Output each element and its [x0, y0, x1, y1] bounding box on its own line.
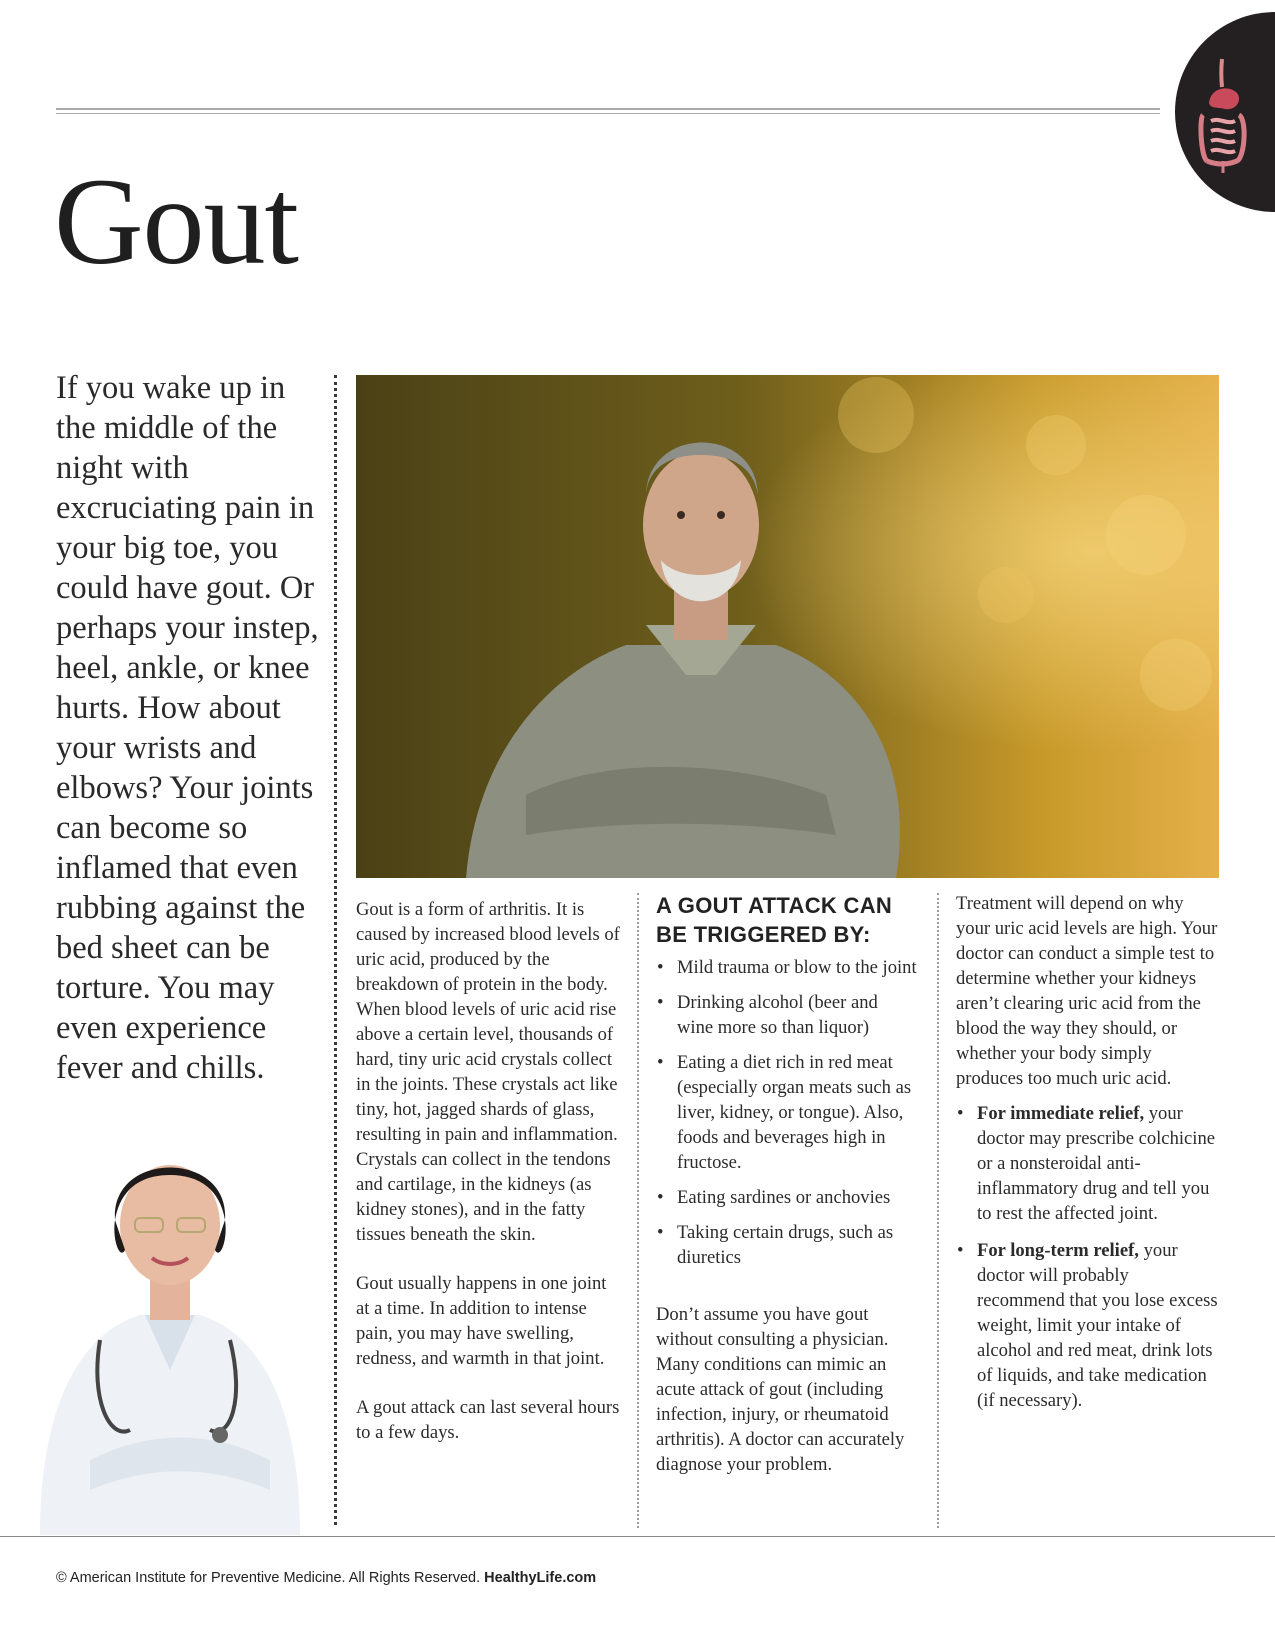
treatment-intro: Treatment will depend on why your uric acid levels are high. Your doctor can conduct a simple test to determine whether your kidneys aren’t clearing uric acid from the blood the way they should, or whether your body simply produces too much uric acid. [956, 893, 1218, 1089]
item-label: For long-term relief, [977, 1240, 1139, 1261]
item-label: For immediate relief, [977, 1103, 1145, 1124]
list-item: • Eating sardines or anchovies [656, 1185, 918, 1210]
treatment-list [956, 1101, 1218, 1413]
column-divider [937, 893, 939, 1528]
overview-paragraph: A gout attack can last several hours to a few days. [356, 1397, 620, 1443]
list-item: • Taking certain drugs, such as diuretics [656, 1220, 918, 1270]
hero-photo [356, 375, 1219, 878]
footer-rule [0, 1536, 1275, 1537]
intro-text: If you wake up in the middle of the night with excruciating pain in your big toe, you could have gout. Or perhaps your instep, heel, ankle, or knee hurts. How about your wrists and elbows? Your joints can become so inflamed that even rubbing against the bed sheet can be torture. You may even experience fever and chills. [56, 370, 319, 1086]
copyright-text: © American Institute for Preventive Medicine. All Rights Reserved. [56, 1570, 485, 1586]
list-item [956, 1238, 1218, 1413]
column-triggers [656, 891, 918, 1501]
list-item: • Drinking alcohol (beer and wine more so than liquor) [656, 990, 918, 1040]
item-text: your doctor may prescribe colchicine or a nonsteroidal anti-inflammatory drug and tell you to rest the affected joint. [977, 1103, 1215, 1224]
header-rule [56, 108, 1160, 114]
list-item: • Mild trauma or blow to the joint [656, 955, 918, 980]
item-text: your doctor will probably recommend that you lose excess weight, limit your intake of alcohol and red meat, drink lots of liquids, and take medication (if necessary). [977, 1240, 1218, 1411]
overview-paragraph: Gout is a form of arthritis. It is caused by increased blood levels of uric acid, produced by the breakdown of protein in the body. When blood levels of uric acid rise above a certain level, thousands of hard, tiny uric acid crystals collect in the joints. These crystals act like tiny, hot, jagged shards of glass, resulting in pain and inflammation. Crystals can collect in the tendons and cartilage, in the kidneys (as kidney stones), and in the fatty tissues beneath the skin. [356, 899, 620, 1245]
triggers-closing: Don’t assume you have gout without consulting a physician. Many conditions can mimic an acute attack of gout (including infection, injury, or rheumatoid arthritis). A doctor can accurately diagnose your problem. [656, 1304, 905, 1475]
triggers-list [656, 955, 918, 1270]
site-link[interactable]: HealthyLife.com [484, 1570, 597, 1586]
page-title: Gout [54, 153, 298, 290]
section-badge [1175, 12, 1275, 212]
overview-paragraph: Gout usually happens in one joint at a time. In addition to intense pain, you may have swelling, redness, and warmth in that joint. [356, 1273, 607, 1369]
triggers-heading: A GOUT ATTACK CAN BE TRIGGERED BY: [656, 893, 893, 947]
digestive-system-icon [1195, 57, 1251, 173]
column-overview [356, 897, 624, 1469]
list-item [956, 1101, 1218, 1226]
intro-divider [334, 375, 337, 1525]
footer [56, 1570, 596, 1586]
column-divider [637, 893, 639, 1528]
column-treatment [956, 891, 1218, 1425]
doctor-photo [30, 1130, 310, 1535]
list-item: • Eating a diet rich in red meat (especially organ meats such as liver, kidney, or tongue). Also, foods and beverages high in fructose. [656, 1050, 918, 1175]
